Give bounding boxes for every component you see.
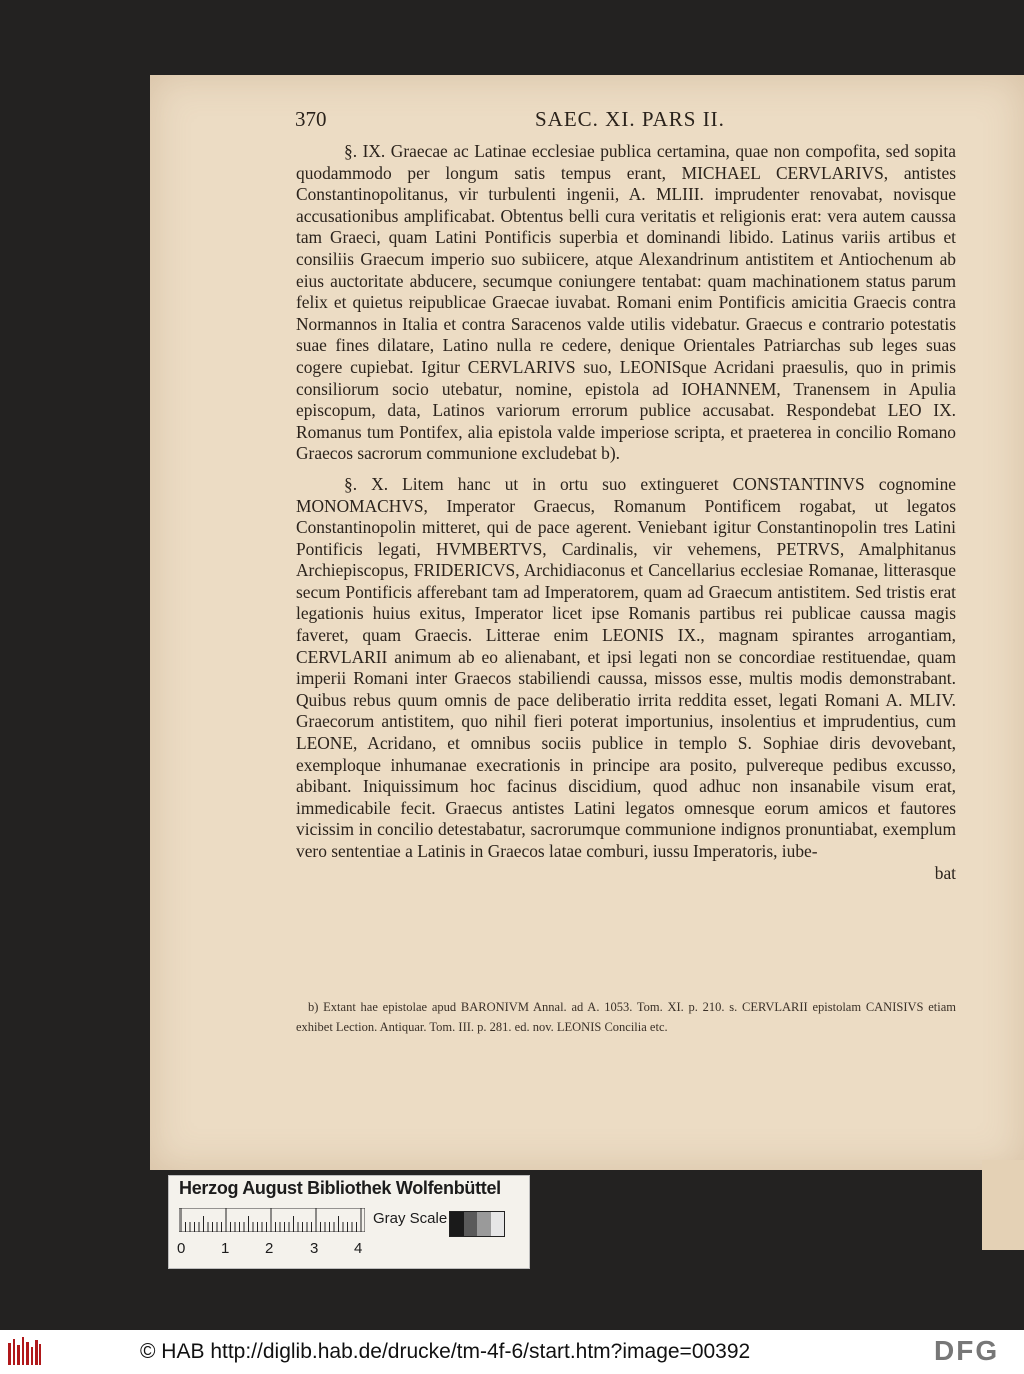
page-number: 370 bbox=[295, 107, 327, 131]
book-page bbox=[150, 75, 1024, 1170]
swatch-dark-gray bbox=[464, 1212, 478, 1236]
footnote bbox=[296, 997, 956, 1037]
swatch-white bbox=[491, 1212, 505, 1236]
ruler-numbers bbox=[175, 1240, 375, 1260]
paragraph-x: §. X. Litem hanc ut in ortu suo extingueret CONSTANTINVS cognomine MONOMACHVS, Imperator Graecus, Romanum Pontificem rogabat, ut legatos Constantinopolin mitteret, qui de pace agerent. Veniebant igitur Constantinopolin tres Latini Pontificis legati, HVMBERTVS, Cardinalis, vir vehemens, PETRVS, Amalphitanus Archiepiscopus, FRIDERICVS, Archidiaconus et Cancellarius ecclesiae Romanae, litterasque secum Pontificis afferebant tam ad Imperatorem, quam ad Graecum antistitem. Sed tristis erat legationis huius exitus, Imperator licet ipse Romanis partibus rei publicae caussa magis faveret, quam Graecis. Litterae enim LEONIS IX., magnam spirantes arrogantiam, CERVLARII animum ab eo alienabant, et ipsi legati non se concordiae restituendae, quam imperii Romani inter Graecos stabiliendi caussa, missos esse, multis modis demonstrabant. Quibus rebus quum omnis de pace deliberatio irrita reddita esset, legati Romani A. MLIV. Graecorum antistitem, quo nihil fieri poterat importunius, insolentius et imprudentius, cum LEONE, Acridano, et omnibus sociis publice in templo S. Sophiae diris devovebant, exemploque inhumanae execrationis in principe ara posito, pulvereque pedibus excusso, abibant. Iniquissimum hoc facinus discidium, quod adhuc non insanabile visum erat, immedicabile fecit. Graecus antistes Latini legatos omnesque eorum amicos et fautores vicissim in concilio detestabatur, sacrorumque communione indignos pronuntiabat, exemplum vero sententiae a Latinis in Graecos latae comburi, iussu Imperatoris, iube- bbox=[296, 473, 956, 861]
ruler-number: 4 bbox=[354, 1240, 363, 1257]
ruler-number: 1 bbox=[221, 1240, 230, 1257]
running-head bbox=[295, 107, 815, 133]
ruler-number: 2 bbox=[265, 1240, 274, 1257]
swatch-black bbox=[450, 1212, 464, 1236]
swatch-light-gray bbox=[477, 1212, 491, 1236]
copyright-link[interactable]: © HAB http://diglib.hab.de/drucke/tm-4f-6/start.htm?image=00392 bbox=[140, 1340, 751, 1363]
gray-scale-swatch bbox=[449, 1211, 505, 1237]
catchword: bat bbox=[934, 862, 956, 883]
running-title: SAEC. XI. PARS II. bbox=[535, 107, 725, 131]
ruler-number: 0 bbox=[177, 1240, 186, 1257]
gray-scale-label: Gray Scale bbox=[373, 1210, 448, 1227]
footnote-text: b) Extant hae epistolae apud BARONIVM Annal. ad A. 1053. Tom. XI. p. 210. s. CERVLARII epistolam CANISIVS etiam exhibet Lection. Antiquar. Tom. III. p. 281. ed. nov. LEONIS Concilia etc. bbox=[296, 1000, 956, 1034]
ruler-number: 3 bbox=[310, 1240, 319, 1257]
page-edge bbox=[982, 1160, 1024, 1250]
paragraph-ix: §. IX. Graecae ac Latinae ecclesiae publica certamina, quae non compofita, sed sopita quodammodo per longum satis tempus erant, MICHAEL CERVLARIVS, antistes Constantinopolitanus, vir turbulenti ingenii, A. MLIII. imprudenter renovabat, novisque accusationibus amplificabat. Obtentus belli cura veritatis et religionis erat: vera autem caussa tam Graeci, quam Latini Pontificis superbia et dominandi libido. Latinus variis artibus et consiliis Graecum imperio suo subiicere, atque Alexandrinum antistitem et Antiochenum ab eius auctoritate abducere, secumque coniungere tentabat: quam machinationem status parum felix et quietus reipublicae Graecae iuvabat. Romani enim Pontificis amicitia Graecis contra Normannos in Italia et contra Saracenos valde utilis videbatur. Graecus e contrario potestatis suae fines dilatare, Latino nulla re cedere, denique Orientales Patriarchas sub leges suas cogere cupiebat. Igitur CERVLARIVS suo, LEONISque Acridani praesulis, quo in primis consiliorum socio utebatur, nomine, epistola ad IOHANNEM, Tranensem in Apulia episcopum, data, Latinos variorum errorum publice accusabat. Respondebat LEO IX. Romanus tum Pontifex, alia epistola valde imperiose scripta, et praeterea in concilio Romano Graecos sacrorum communione excludebat b). bbox=[296, 141, 956, 464]
color-scale-card bbox=[168, 1175, 530, 1269]
ruler-ticks-icon bbox=[179, 1208, 365, 1232]
barcode-logo-icon bbox=[8, 1337, 42, 1367]
body-text bbox=[296, 141, 956, 884]
footer-bar bbox=[0, 1330, 1024, 1374]
dfg-logo: DFG bbox=[934, 1335, 1000, 1366]
library-name: Herzog August Bibliothek Wolfenbüttel bbox=[179, 1178, 501, 1198]
